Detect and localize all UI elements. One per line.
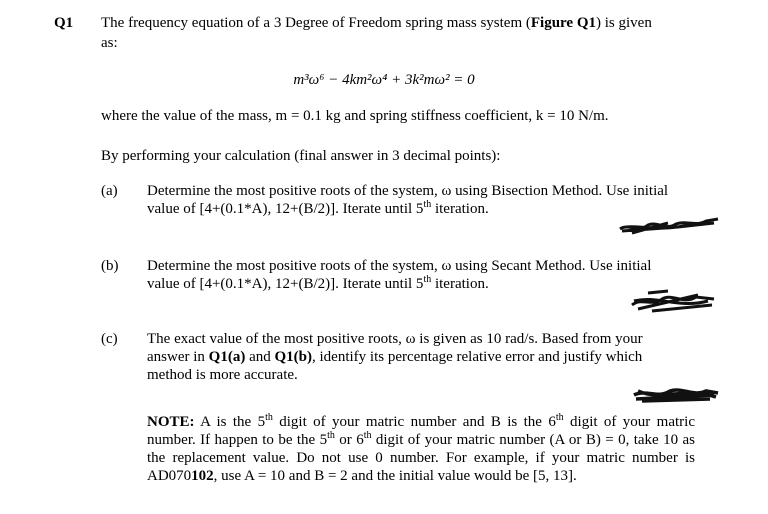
- where-text: where the value of the mass, m = 0.1 kg and spring stiffness coefficient, k = 10 N/m.: [101, 108, 609, 124]
- part-a-text: Determine the most positive roots of the system, ω using Bisection Method. Use initial value of [4+(0.1*A), 12+(B/2)]. Iterate until 5th iteration.: [147, 183, 669, 217]
- mark-scribble-b: [628, 287, 718, 313]
- question-intro: The frequency equation of a 3 Degree of Freedom spring mass system (Figure Q1) is given: [101, 15, 652, 31]
- part-a-label: (a): [101, 183, 118, 199]
- calc-instruction: By performing your calculation (final answer in 3 decimal points):: [101, 148, 501, 164]
- question-number: Q1: [54, 15, 74, 31]
- question-intro-line2: as:: [101, 35, 118, 51]
- frequency-equation: m³ω⁶ − 4km²ω⁴ + 3k²mω² = 0: [293, 72, 475, 88]
- note-block: NOTE: A is the 5th digit of your matric number and B is the 6th digit of your matric number. If happen to be the 5th or 6th digit of your matric number (A or B) = 0, take 10 as the replacement value. Do not use 0 number. For example, if your matric number is AD070102, use A = 10 and B = 2 and the initial value would be [5, 13].: [147, 412, 696, 484]
- part-b-text: Determine the most positive roots of the system, ω using Secant Method. Use initial value of [4+(0.1*A), 12+(B/2)]. Iterate until 5th iteration.: [147, 258, 652, 292]
- part-b-label: (b): [101, 258, 119, 274]
- mark-scribble-c: [630, 383, 720, 405]
- mark-scribble-a: [618, 215, 720, 237]
- part-c-text: The exact value of the most positive roots, ω is given as 10 rad/s. Based from your answer in Q1(a) and Q1(b), identify its percentage relative error and justify which method is more accurate.: [147, 331, 643, 383]
- part-c-label: (c): [101, 331, 118, 347]
